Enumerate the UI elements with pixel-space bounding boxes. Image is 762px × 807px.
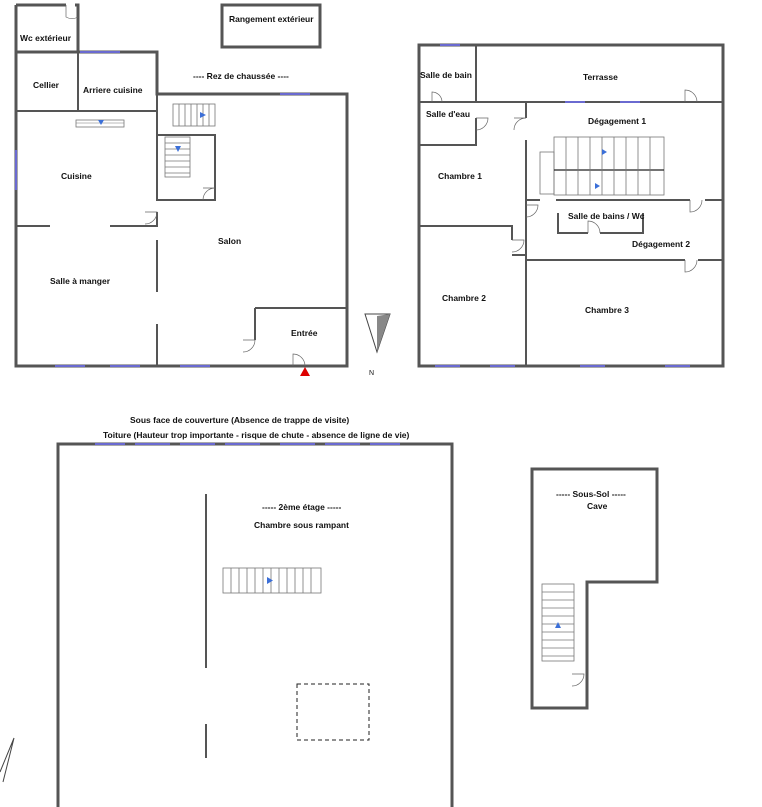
north-arrow (365, 314, 390, 352)
label-sous-sol: ----- Sous-Sol ----- (556, 489, 626, 499)
entrance-marker (300, 367, 310, 376)
door-swing (476, 118, 488, 130)
label-salle-d-eau: Salle d'eau (426, 109, 471, 119)
dashed-opening (297, 684, 369, 740)
rangement-walls (222, 5, 320, 47)
basement (532, 469, 657, 708)
door-swing (145, 212, 157, 224)
label-wc-exterieur: Wc extérieur (20, 33, 72, 43)
ground-floor-outer-wall (16, 52, 347, 366)
label-deuxieme-etage: ----- 2ème étage ----- (262, 502, 342, 512)
door-swing (690, 200, 702, 212)
label-chambre-sous-rampant: Chambre sous rampant (254, 520, 349, 530)
staircase (542, 584, 574, 661)
staircase (540, 137, 664, 195)
label-degagement-2: Dégagement 2 (632, 239, 691, 249)
label-salle-a-manger: Salle à manger (50, 276, 111, 286)
second-floor (0, 415, 452, 807)
label-arriere-cuisine: Arriere cuisine (83, 85, 143, 95)
label-degagement-1: Dégagement 1 (588, 116, 647, 126)
door-swing (66, 5, 78, 19)
door-swing (572, 674, 584, 686)
door-swing (293, 354, 305, 366)
label-chambre-1: Chambre 1 (438, 171, 482, 181)
first-floor-outer-wall (419, 45, 723, 366)
staircase (165, 104, 215, 177)
first-floor (419, 45, 723, 366)
label-entree: Entrée (291, 328, 318, 338)
label-chambre-2: Chambre 2 (442, 293, 486, 303)
door-swing (526, 205, 538, 217)
ground-floor-inner-walls (16, 52, 347, 366)
label-toiture: Toiture (Hauteur trop importante - risque de chute - absence de ligne de vie) (103, 430, 410, 440)
door-swing (243, 340, 255, 352)
label-salle-de-bains-wc: Salle de bains / Wc (568, 211, 645, 221)
door-swing (685, 90, 697, 102)
door-swing (685, 260, 697, 272)
second-floor-outer-wall (58, 444, 452, 807)
first-floor-inner-walls (419, 45, 723, 366)
label-salle-de-bain: Salle de bain (420, 70, 472, 80)
label-nord: N (369, 370, 375, 377)
staircase (223, 568, 321, 593)
label-terrasse: Terrasse (583, 72, 618, 82)
stair-arrow (595, 183, 600, 189)
label-rez-de-chaussee: ---- Rez de chaussée ---- (193, 71, 289, 81)
door-swing (512, 240, 524, 252)
ground-floor (16, 5, 390, 377)
label-rangement-exterieur: Rangement extérieur (229, 14, 314, 24)
door-swing (514, 118, 526, 130)
label-cellier: Cellier (33, 80, 59, 90)
door-swing (588, 221, 600, 233)
wc-exterieur-walls (16, 5, 78, 52)
stair-arrow (267, 577, 273, 584)
stair-arrow (555, 622, 561, 628)
label-salon: Salon (218, 236, 242, 246)
stair-arrow (602, 149, 607, 155)
label-sous-face: Sous face de couverture (Absence de trappe de visite) (130, 415, 350, 425)
north-arrow-partial (0, 738, 14, 782)
door-swing (203, 188, 215, 200)
counter-arrow (98, 120, 104, 125)
label-cuisine: Cuisine (61, 171, 92, 181)
label-cave: Cave (587, 501, 608, 511)
label-chambre-3: Chambre 3 (585, 305, 629, 315)
door-swing (432, 92, 442, 102)
